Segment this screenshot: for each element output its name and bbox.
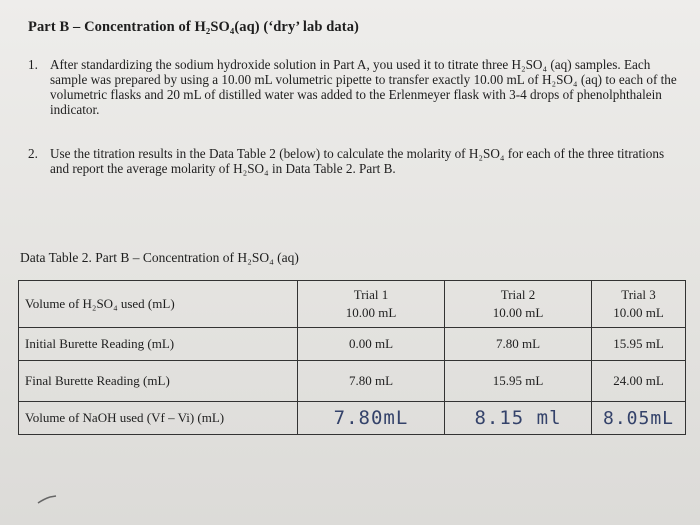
row-label: Final Burette Reading (mL) (19, 361, 298, 402)
instruction-number: 1. (28, 57, 38, 72)
section-heading: Part B – Concentration of H₂SO₄(aq) (‘dry’ lab data) (28, 19, 359, 35)
cell-value: 15.95 mL (592, 328, 686, 361)
instruction-text: Use the titration results in the Data Table 2 (below) to calculate the molarity of H₂SO₄ for each of the three titrations and report the average molarity of H₂SO₄ in Data Table 2. Part B. (50, 146, 665, 176)
trial-3-cell (592, 281, 686, 328)
handwritten-text: 8.15 ml (474, 407, 562, 429)
table-row (19, 361, 686, 402)
trial-1-cell (298, 281, 445, 328)
cell-value: 15.95 mL (445, 361, 592, 402)
cell-value: 0.00 mL (298, 328, 445, 361)
table-row (19, 402, 686, 435)
cell-value: 7.80 mL (298, 361, 445, 402)
cell-value: 10.00 mL (345, 305, 397, 320)
cell-value: 24.00 mL (592, 361, 686, 402)
handwritten-text: 8.05mL (602, 407, 675, 429)
row-label: Volume of H₂SO₄ used (mL) (19, 281, 298, 328)
instruction-text: After standardizing the sodium hydroxide solution in Part A, you used it to titrate three H₂SO₄ (aq) samples. Each sample was prepared by using a 10.00 mL volumetric pipette to transfer exactly 10.00 mL of H₂SO₄ (aq) to each of the volumetric flasks and 20 mL of distilled water was added to the Erlenmeyer flask with 3-4 drops of phenolphthalein indicator. (50, 57, 677, 117)
row-label: Volume of NaOH used (Vf – Vi) (mL) (19, 402, 298, 435)
row-label: Initial Burette Reading (mL) (19, 328, 298, 361)
trial-2-cell (445, 281, 592, 328)
cell-value: 10.00 mL (492, 305, 544, 320)
handwritten-value (592, 402, 686, 435)
handwritten-text: 7.80mL (333, 407, 409, 429)
instruction-number: 2. (28, 146, 38, 161)
trial-header: Trial 3 (621, 287, 656, 302)
handwritten-value (445, 402, 592, 435)
cell-value: 7.80 mL (445, 328, 592, 361)
trial-header: Trial 2 (500, 287, 536, 302)
cell-value: 10.00 mL (613, 305, 664, 320)
table-row (19, 328, 686, 361)
data-table (18, 280, 686, 435)
handwritten-value (298, 402, 445, 435)
table-row (19, 281, 686, 328)
pencil-mark-icon (36, 493, 60, 507)
table-caption: Data Table 2. Part B – Concentration of H₂SO₄ (aq) (20, 250, 299, 265)
trial-header: Trial 1 (353, 287, 389, 302)
